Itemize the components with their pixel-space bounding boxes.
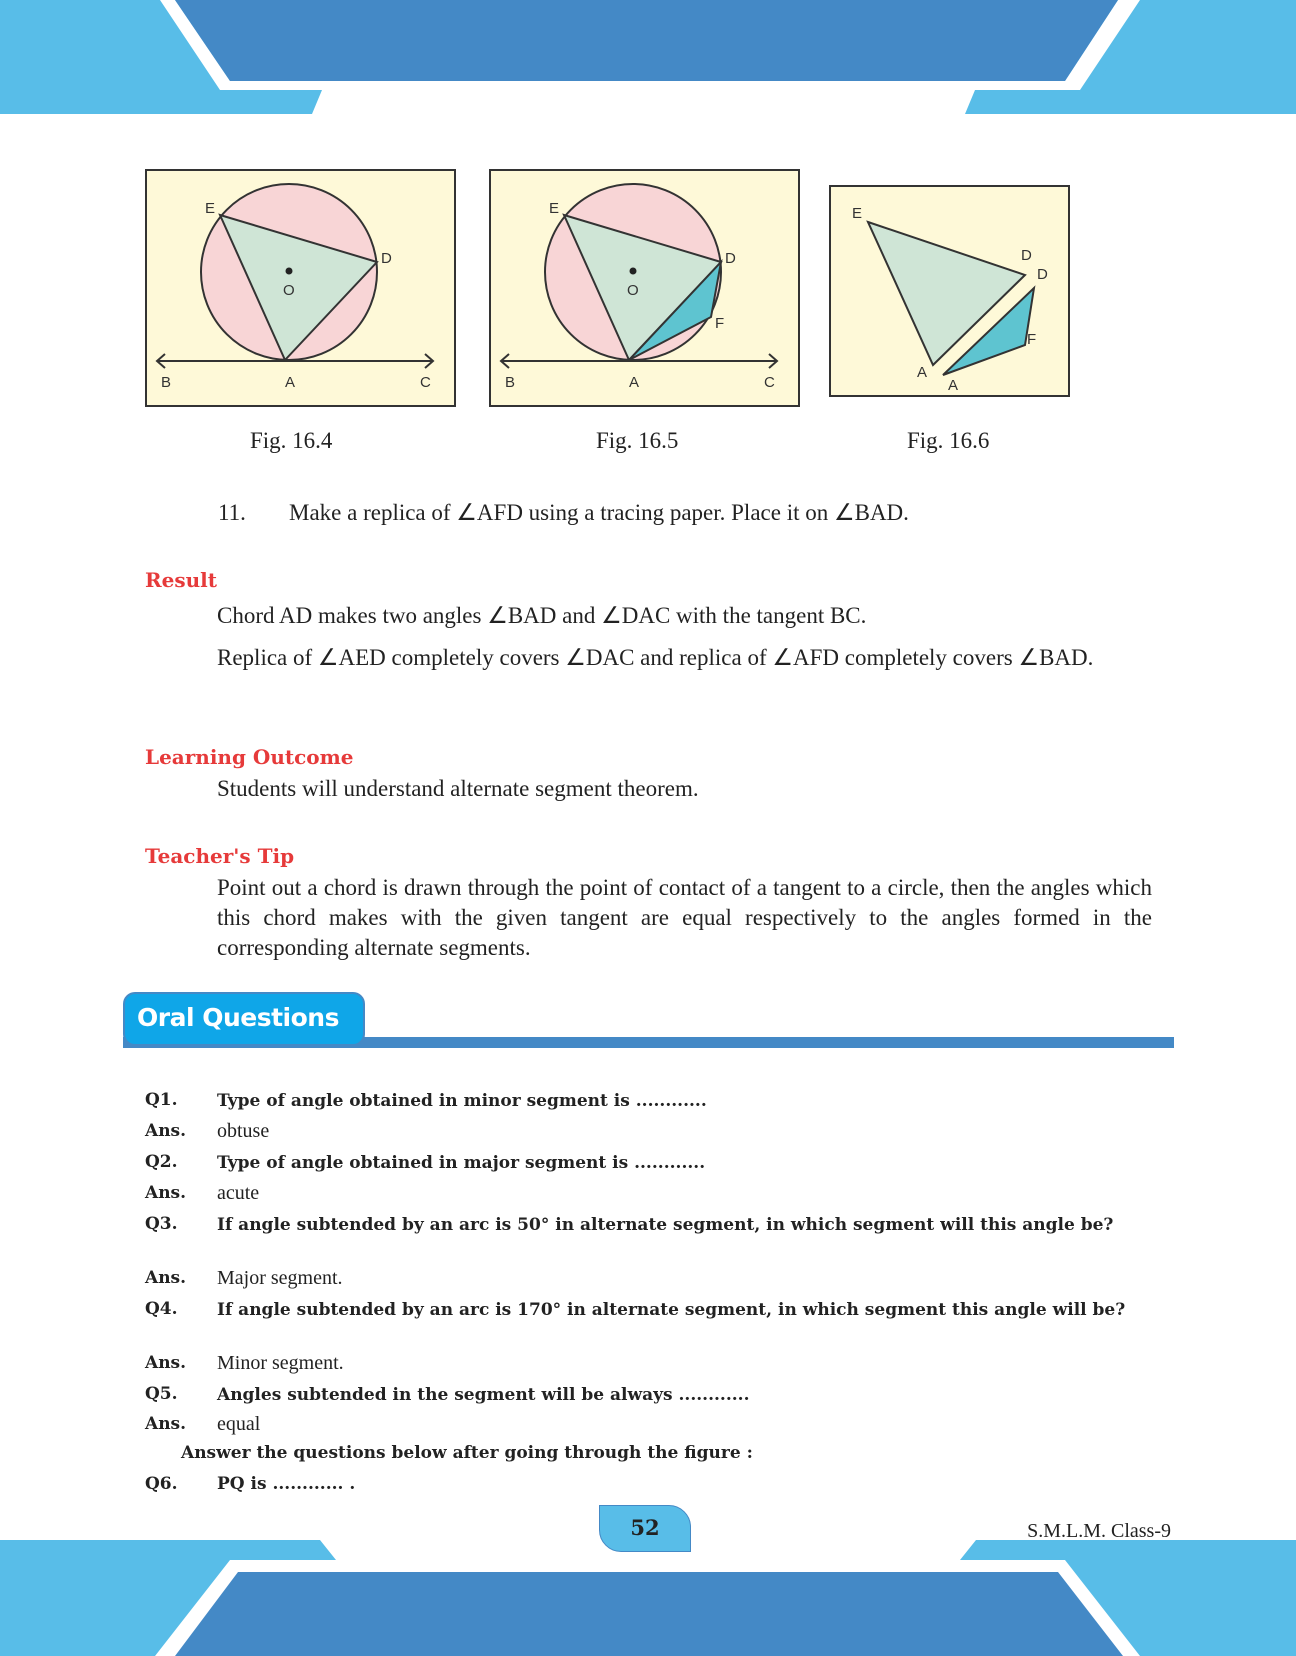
label-o: O <box>283 282 295 299</box>
label-f: F <box>715 315 725 332</box>
label-c: C <box>764 374 775 391</box>
label-e: E <box>205 200 216 217</box>
label-f: F <box>1027 331 1037 348</box>
label-a: A <box>917 364 928 381</box>
figure-16-5 <box>489 169 801 414</box>
q6-label: Q6. <box>145 1474 178 1494</box>
q6-text: PQ is ............ . <box>217 1474 356 1494</box>
answer-label: Ans. <box>145 1414 187 1434</box>
page-number: 52 <box>630 1515 660 1540</box>
teachers-tip-heading: Teacher's Tip <box>145 844 295 868</box>
label-d: D <box>725 250 736 267</box>
answer-text: obtuse <box>217 1120 270 1142</box>
answer-text: Major segment. <box>217 1267 343 1289</box>
question-label: Q2. <box>145 1152 178 1172</box>
result-heading: Result <box>145 568 217 592</box>
label-b: B <box>161 374 172 391</box>
learning-outcome-text: Students will understand alternate segment theorem. <box>217 776 699 801</box>
label-a: A <box>948 377 959 394</box>
figure-caption: Fig. 16.6 <box>907 428 990 453</box>
answer-text: Minor segment. <box>217 1352 344 1374</box>
figure-16-6 <box>829 185 1071 404</box>
answer-label: Ans. <box>145 1268 187 1288</box>
result-line-1: Chord AD makes two angles ∠BAD and ∠DAC with the tangent BC. <box>217 603 867 628</box>
result-line-2: Replica of ∠AED completely covers ∠DAC and replica of ∠AFD completely covers ∠BAD. <box>217 645 1094 670</box>
question-label: Q5. <box>145 1384 178 1404</box>
question-text: If angle subtended by an arc is 170° in alternate segment, in which segment this angle will be? <box>217 1300 1126 1320</box>
label-c: C <box>420 374 431 391</box>
page-number-tab <box>599 1505 691 1552</box>
step-text: Make a replica of ∠AFD using a tracing paper. Place it on ∠BAD. <box>289 500 909 525</box>
question-text: Angles subtended in the segment will be always ............ <box>217 1385 750 1405</box>
teachers-tip-text: Point out a chord is drawn through the point of contact of a tangent to a circle, then the angles which this chord makes with the given tangent are equal respectively to the angles formed in the corresponding alternate segments. <box>217 875 1152 960</box>
answer-label: Ans. <box>145 1353 187 1373</box>
answer-text: equal <box>217 1413 261 1435</box>
figure-16-4 <box>145 169 457 414</box>
bottom-banner <box>0 1540 1296 1656</box>
label-a: A <box>629 374 640 391</box>
answer-label: Ans. <box>145 1121 187 1141</box>
question-text: If angle subtended by an arc is 50° in alternate segment, in which segment will this angle be? <box>217 1215 1114 1235</box>
figure-caption: Fig. 16.5 <box>596 428 679 453</box>
label-e: E <box>852 205 863 222</box>
question-text: Type of angle obtained in minor segment is ............ <box>217 1091 707 1111</box>
label-d: D <box>1037 266 1048 283</box>
label-d: D <box>1021 247 1032 264</box>
learning-outcome-heading: Learning Outcome <box>145 745 354 769</box>
answer-text: acute <box>217 1182 260 1204</box>
step-number: 11. <box>218 500 246 525</box>
oral-questions-title-text: Oral Questions <box>137 1003 339 1032</box>
question-text: Type of angle obtained in major segment is ............ <box>217 1153 706 1173</box>
question-label: Q3. <box>145 1214 178 1234</box>
top-banner <box>0 0 1296 120</box>
label-b: B <box>505 374 516 391</box>
question-label: Q4. <box>145 1299 178 1319</box>
question-label: Q1. <box>145 1090 178 1110</box>
label-a: A <box>285 374 296 391</box>
answer-label: Ans. <box>145 1183 187 1203</box>
book-title: S.M.L.M. Class-9 <box>1027 1520 1171 1542</box>
label-o: O <box>627 282 639 299</box>
label-e: E <box>549 200 560 217</box>
oral-questions-title <box>123 992 365 1046</box>
instruction-text: Answer the questions below after going through the figure : <box>181 1443 753 1463</box>
figure-caption: Fig. 16.4 <box>250 428 333 453</box>
label-d: D <box>381 250 392 267</box>
